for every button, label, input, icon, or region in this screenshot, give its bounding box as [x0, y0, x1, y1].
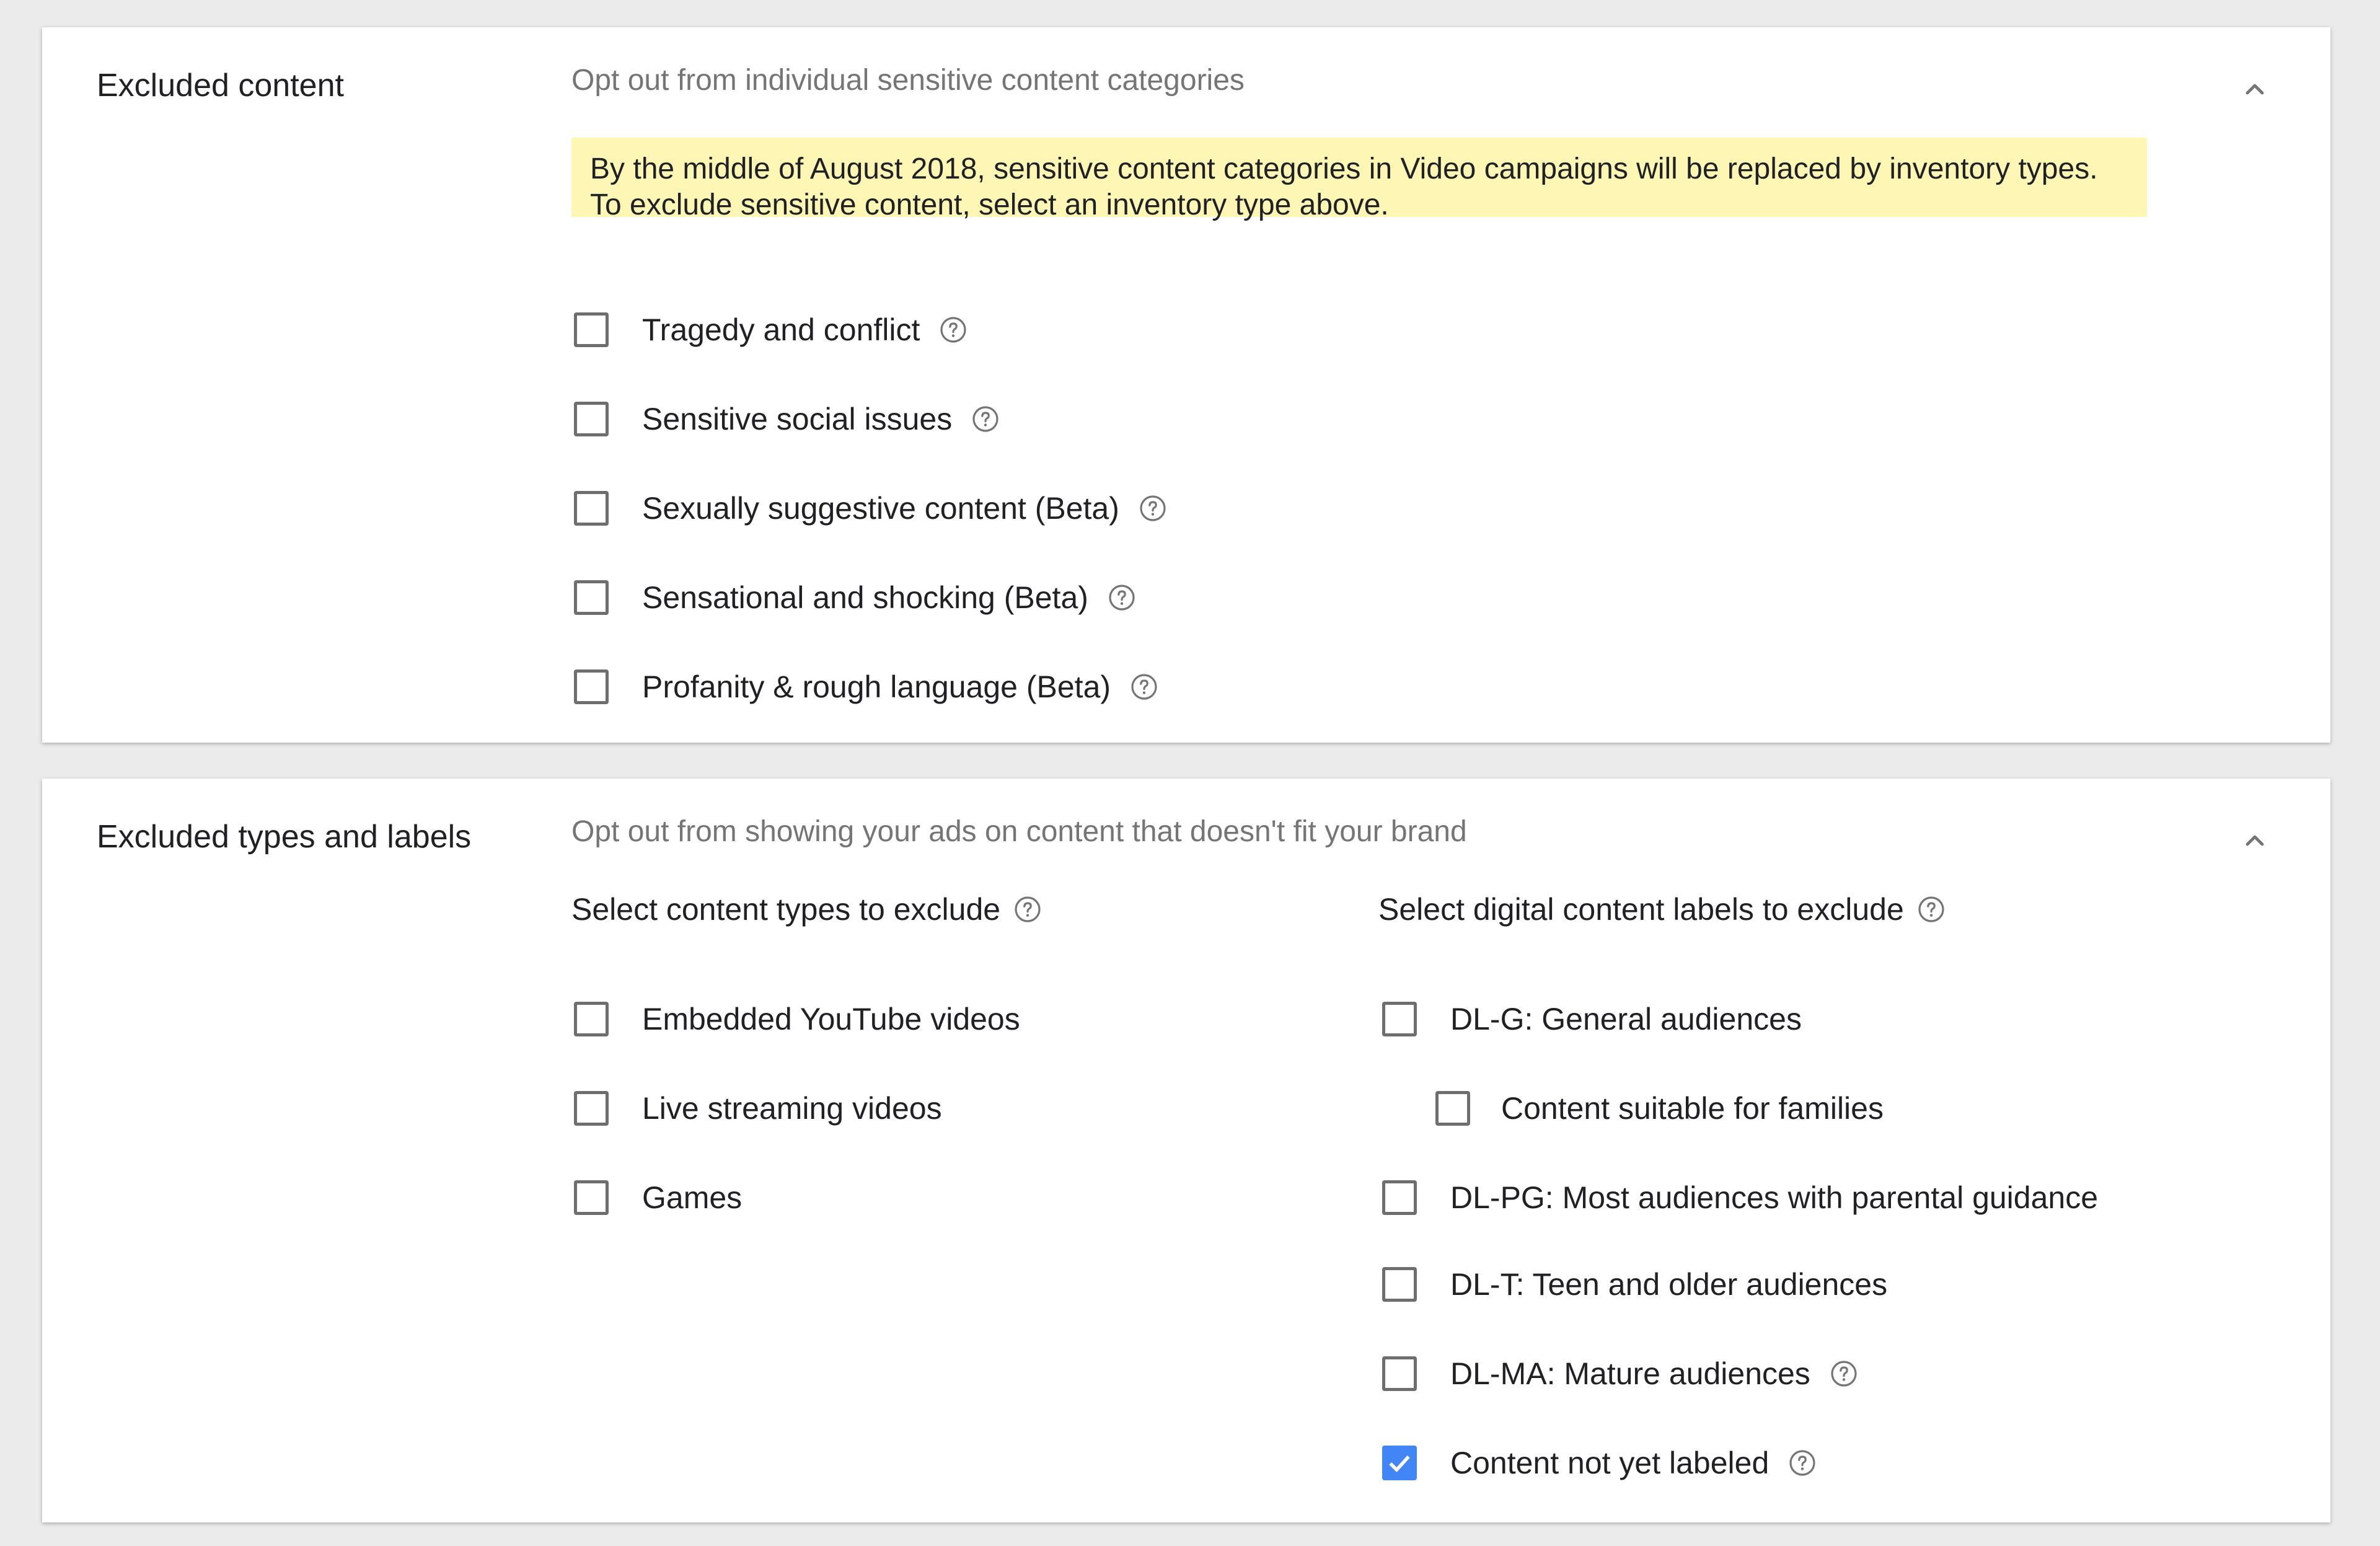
games-label: Games — [642, 1180, 743, 1215]
option-content-not-yet-labeled — [1382, 1438, 1817, 1488]
excluded-content-card — [42, 27, 2330, 743]
sensitive-social-issues-checkbox[interactable] — [574, 402, 609, 436]
content-not-yet-labeled-label: Content not yet labeled — [1450, 1446, 1770, 1480]
option-dl-pg — [1382, 1173, 2098, 1222]
excluded-content-description: Opt out from individual sensitive content categories — [571, 64, 1245, 97]
check-icon — [1386, 1449, 1413, 1477]
help-circle-icon[interactable] — [971, 404, 1000, 434]
option-profanity-rough-language — [574, 662, 1159, 712]
help-circle-icon[interactable] — [1129, 672, 1159, 702]
chevron-up-icon — [2240, 74, 2270, 104]
chevron-up-icon — [2240, 826, 2270, 855]
option-sensitive-social-issues — [574, 394, 1000, 444]
dl-t-label: DL-T: Teen and older audiences — [1450, 1267, 1888, 1302]
content-labels-heading — [1378, 891, 1946, 927]
embedded-youtube-videos-label: Embedded YouTube videos — [642, 1002, 1020, 1036]
help-circle-icon[interactable] — [1107, 583, 1137, 612]
excluded-content-title: Excluded content — [97, 68, 344, 104]
option-sensational-and-shocking — [574, 573, 1137, 622]
help-circle-icon[interactable] — [1916, 894, 1946, 924]
dl-g-label: DL-G: General audiences — [1450, 1002, 1802, 1036]
option-games — [574, 1173, 742, 1222]
live-streaming-videos-label: Live streaming videos — [642, 1091, 942, 1126]
excluded-types-labels-card — [42, 779, 2330, 1522]
option-dl-ma — [1382, 1349, 1859, 1398]
option-content-suitable-for-families — [1435, 1084, 1884, 1133]
sexually-suggestive-label: Sexually suggestive content (Beta) — [642, 491, 1119, 526]
collapse-excluded-types-button[interactable] — [2230, 816, 2280, 865]
help-circle-icon[interactable] — [1138, 493, 1168, 523]
help-circle-icon[interactable] — [1829, 1359, 1859, 1389]
option-dl-t — [1382, 1260, 1887, 1309]
option-embedded-youtube-videos — [574, 994, 1020, 1044]
option-tragedy-and-conflict — [574, 305, 968, 355]
help-circle-icon[interactable] — [938, 315, 968, 345]
help-circle-icon[interactable] — [1013, 894, 1042, 924]
option-sexually-suggestive — [574, 484, 1168, 533]
content-suitable-for-families-label: Content suitable for families — [1501, 1091, 1884, 1126]
tragedy-and-conflict-label: Tragedy and conflict — [642, 312, 920, 347]
profanity-rough-language-label: Profanity & rough language (Beta) — [642, 669, 1111, 704]
excluded-types-description: Opt out from showing your ads on content that doesn't fit your brand — [571, 815, 1467, 848]
content-types-heading — [571, 891, 1042, 927]
live-streaming-videos-checkbox[interactable] — [574, 1091, 609, 1126]
excluded-types-title: Excluded types and labels — [97, 819, 472, 855]
content-suitable-for-families-checkbox[interactable] — [1435, 1091, 1470, 1126]
content-not-yet-labeled-checkbox[interactable] — [1382, 1446, 1417, 1480]
dl-pg-label: DL-PG: Most audiences with parental guidance — [1450, 1180, 2099, 1215]
profanity-rough-language-checkbox[interactable] — [574, 669, 609, 704]
content-labels-heading-text: Select digital content labels to exclude — [1378, 892, 1904, 927]
dl-t-checkbox[interactable] — [1382, 1267, 1417, 1302]
dl-ma-checkbox[interactable] — [1382, 1356, 1417, 1391]
tragedy-and-conflict-checkbox[interactable] — [574, 312, 609, 347]
dl-pg-checkbox[interactable] — [1382, 1180, 1417, 1215]
collapse-excluded-content-button[interactable] — [2230, 64, 2280, 114]
sensational-and-shocking-checkbox[interactable] — [574, 580, 609, 615]
sensational-and-shocking-label: Sensational and shocking (Beta) — [642, 580, 1088, 615]
games-checkbox[interactable] — [574, 1180, 609, 1215]
dl-ma-label: DL-MA: Mature audiences — [1450, 1356, 1810, 1391]
sexually-suggestive-checkbox[interactable] — [574, 491, 609, 526]
option-dl-g — [1382, 994, 1802, 1044]
embedded-youtube-videos-checkbox[interactable] — [574, 1002, 609, 1036]
help-circle-icon[interactable] — [1787, 1448, 1817, 1478]
sensitive-social-issues-label: Sensitive social issues — [642, 402, 953, 436]
dl-g-checkbox[interactable] — [1382, 1002, 1417, 1036]
deprecation-notice: By the middle of August 2018, sensitive content categories in Video campaigns will be replaced by inventory types. To exclude sensitive content, select an inventory type above. — [571, 138, 2147, 217]
option-live-streaming-videos — [574, 1084, 942, 1133]
content-types-heading-text: Select content types to exclude — [571, 892, 1001, 927]
